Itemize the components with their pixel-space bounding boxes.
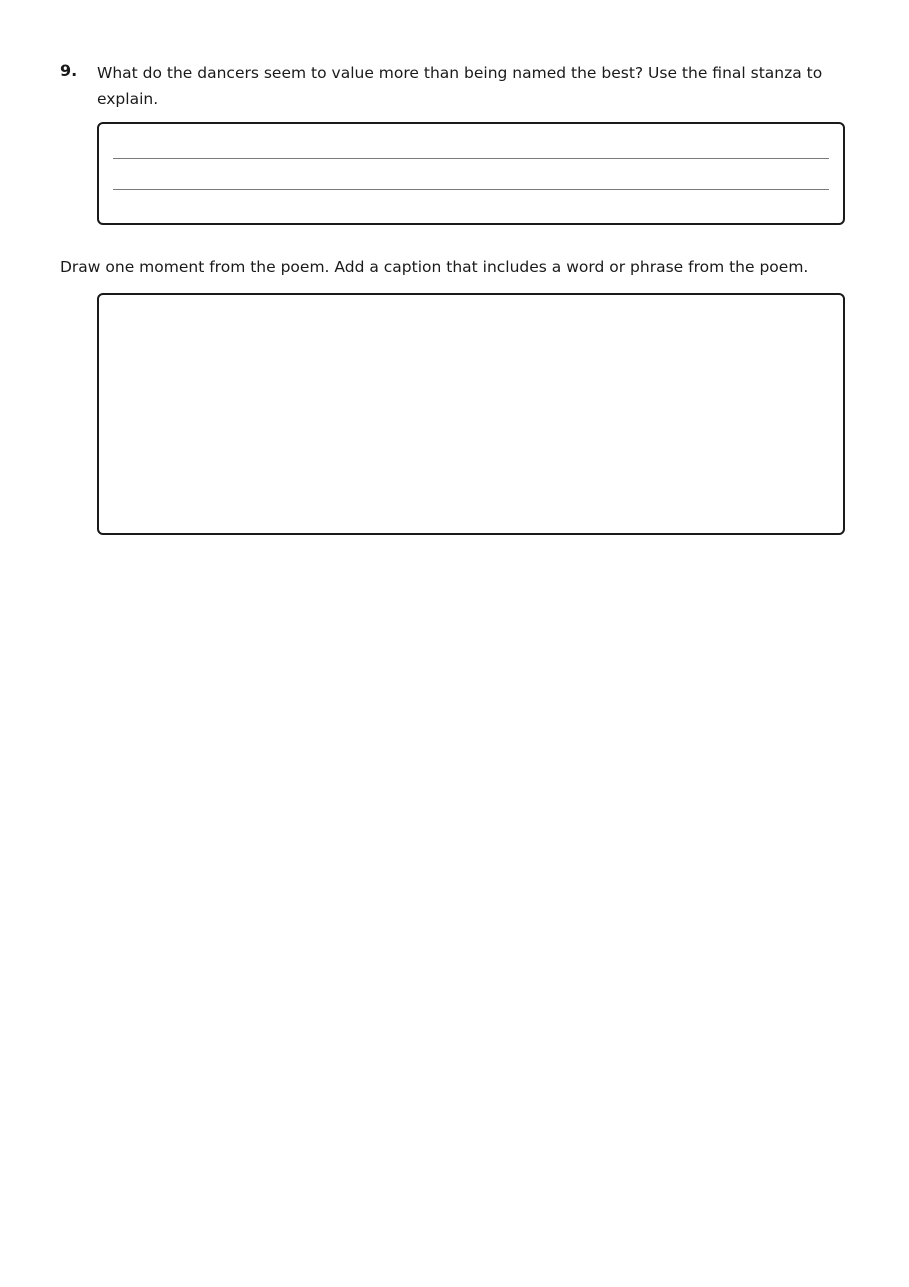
answer-line: [113, 189, 829, 190]
drawing-box[interactable]: [97, 293, 845, 535]
answer-line: [113, 158, 829, 159]
drawing-instruction: Draw one moment from the poem. Add a caption that includes a word or phrase from the poem.: [60, 258, 809, 276]
question-number: 9.: [60, 61, 78, 80]
question-text: What do the dancers seem to value more than being named the best? Use the final stanza to explain.: [97, 64, 823, 108]
answer-box[interactable]: [97, 122, 845, 225]
